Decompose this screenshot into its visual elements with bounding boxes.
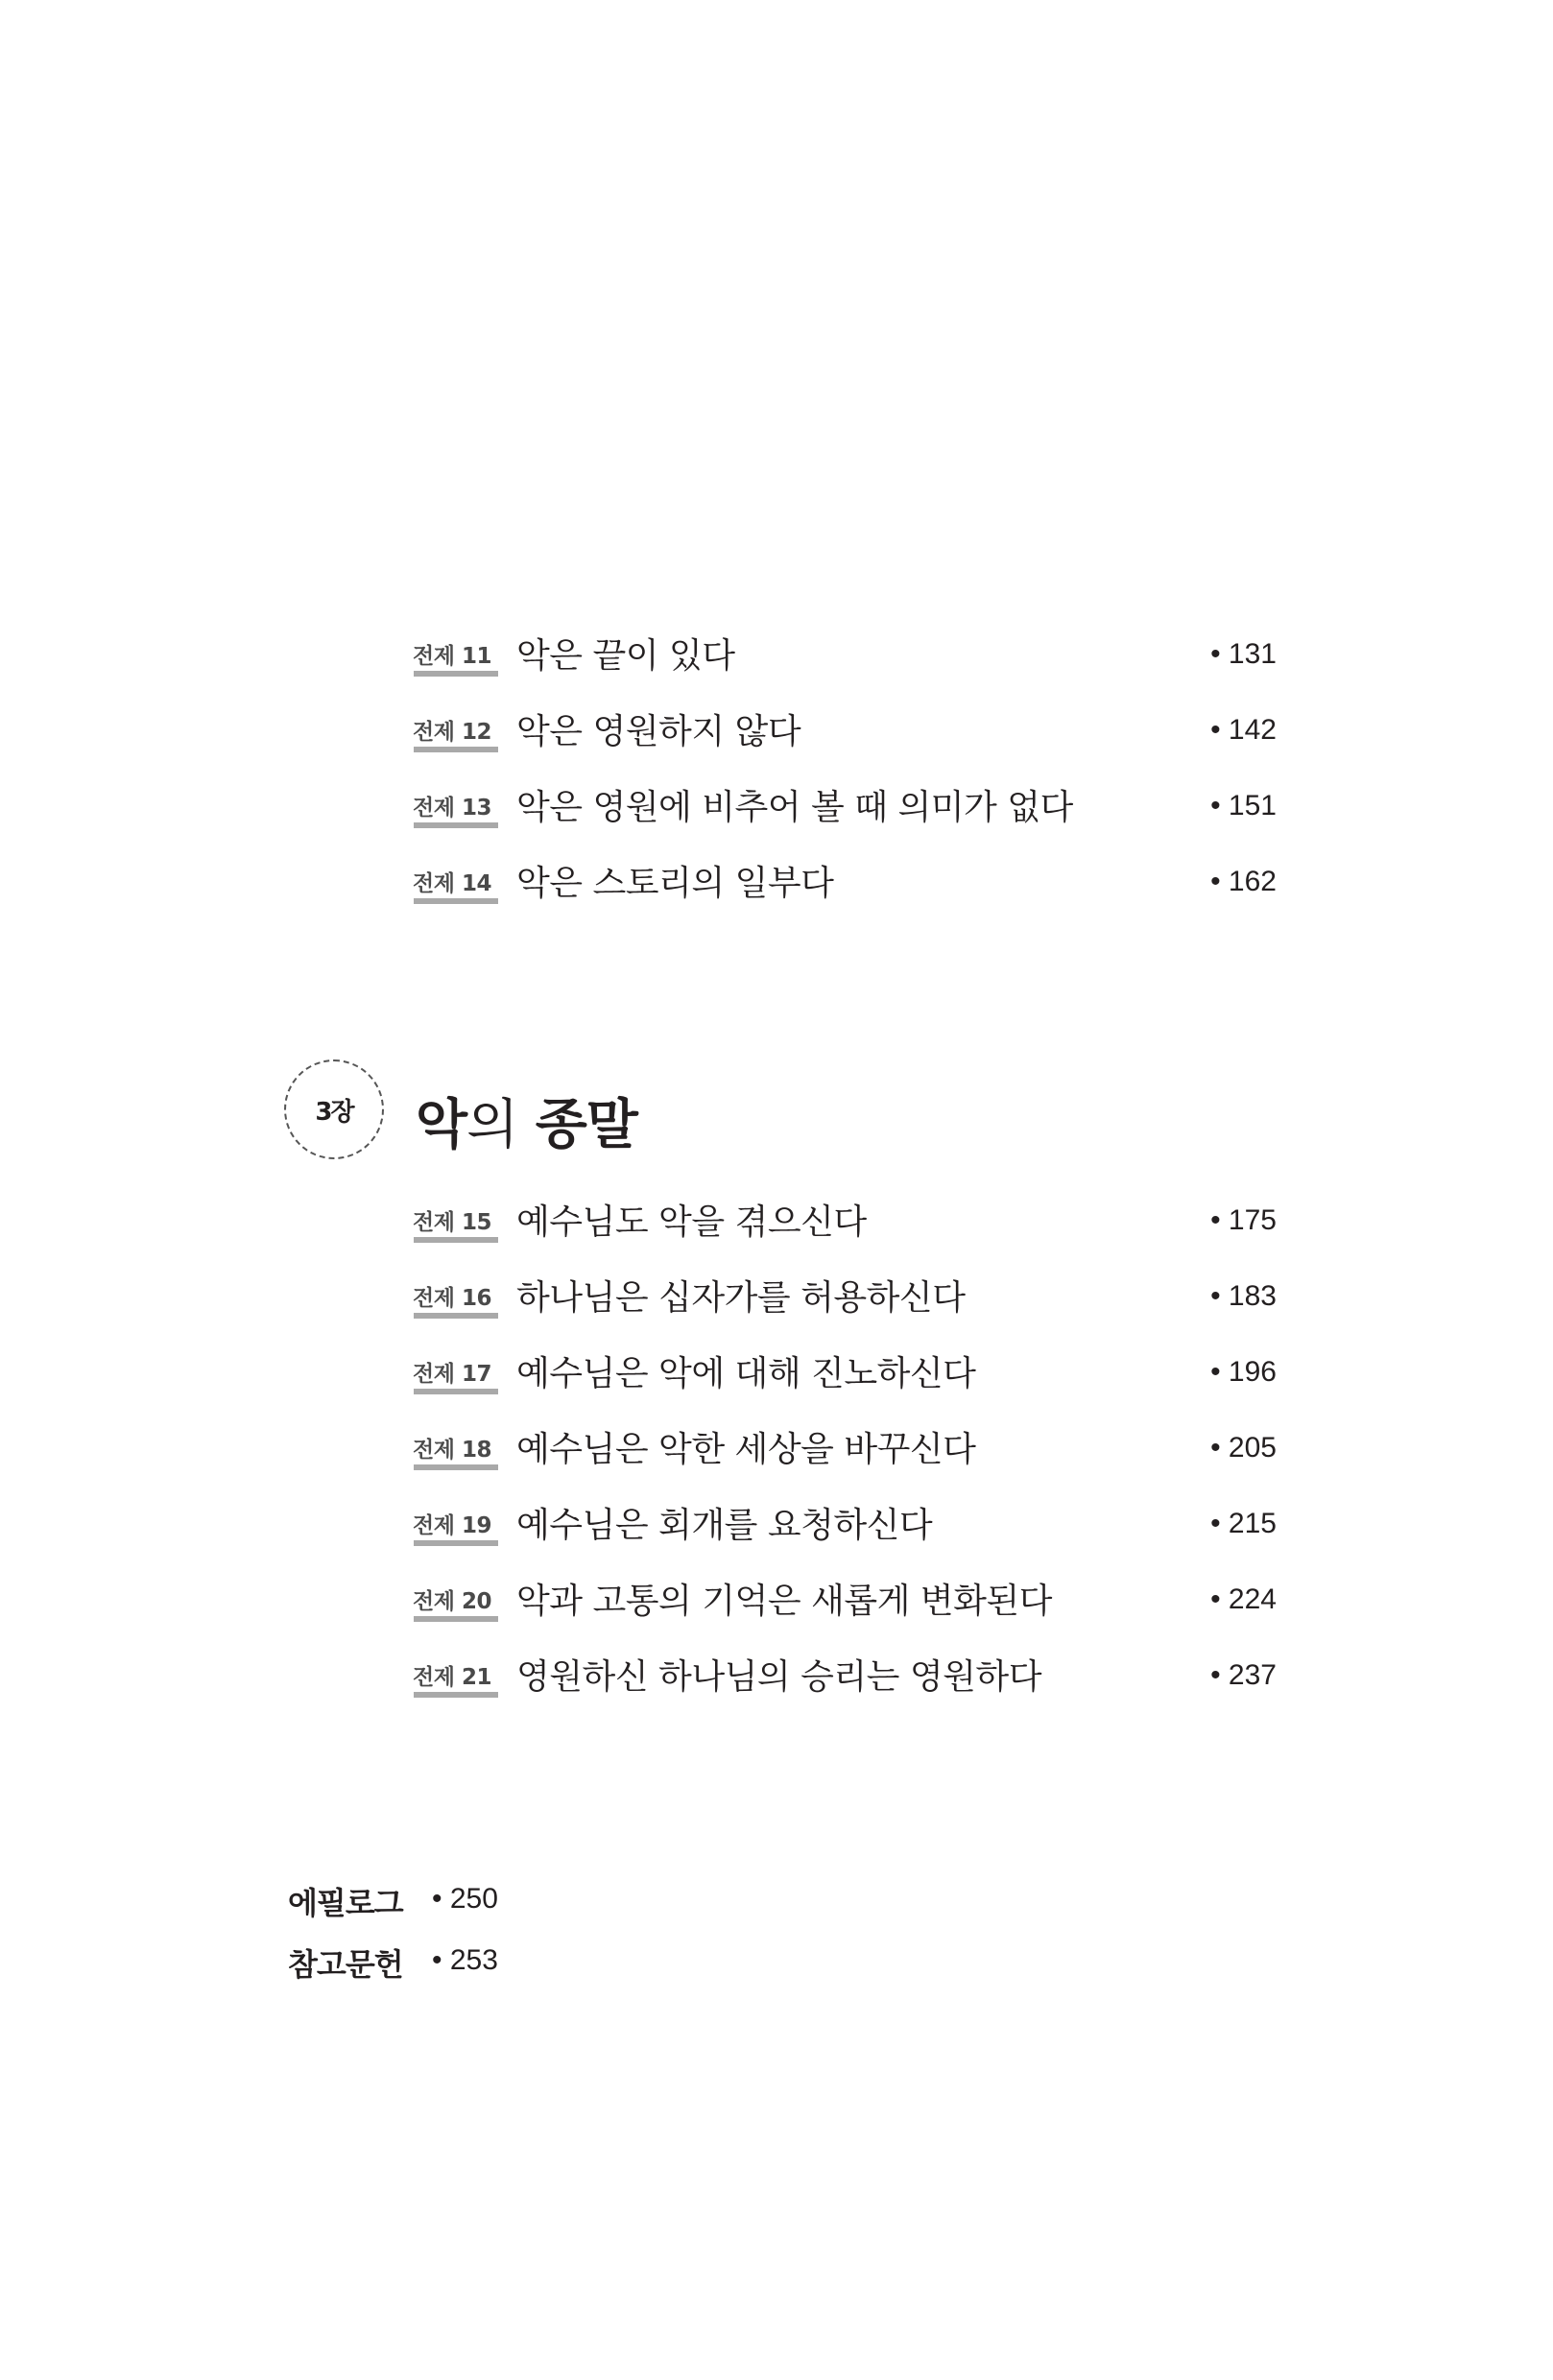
- premise-underline: [414, 1237, 498, 1243]
- entry-title: 영원하신 하나님의 승리는 영원하다: [516, 1657, 1041, 1697]
- premise-underline: [414, 671, 498, 677]
- entry-title: 예수님은 악한 세상을 바꾸신다: [516, 1430, 976, 1469]
- toc-entry-references[interactable]: [288, 1940, 576, 2002]
- premise-label: 전제 12: [413, 720, 491, 745]
- entry-title: 악은 스토리의 일부다: [516, 864, 834, 903]
- entry-title: 하나님은 십자가를 허용하신다: [516, 1278, 966, 1318]
- premise-label: 전제 14: [413, 871, 491, 896]
- premise-label: 전제 19: [413, 1513, 491, 1538]
- chapter-label: 3장: [315, 1097, 353, 1127]
- premise-label: 전제 17: [413, 1362, 491, 1387]
- entry-title: 예수님은 회개를 요청하신다: [516, 1506, 933, 1545]
- page-number: • 253: [432, 1944, 498, 1976]
- premise-label: 전제 21: [413, 1665, 491, 1690]
- toc-entry[interactable]: [413, 704, 1277, 780]
- page-number: • 196: [1210, 1356, 1277, 1388]
- toc-entry[interactable]: [413, 1346, 1277, 1422]
- toc-entry[interactable]: [413, 856, 1277, 932]
- toc-group-chapter-2: [413, 629, 1277, 932]
- premise-underline: [414, 1616, 498, 1622]
- chapter-title-part2: 의: [466, 1094, 518, 1156]
- premise-underline: [414, 747, 498, 752]
- page-number: • 224: [1210, 1583, 1277, 1615]
- premise-label: 전제 20: [413, 1589, 491, 1614]
- premise-underline: [414, 1464, 498, 1470]
- chapter-badge: [284, 1059, 384, 1159]
- back-title: 참고문헌: [288, 1946, 403, 1983]
- entry-title: 예수님도 악을 겪으신다: [516, 1202, 867, 1242]
- toc-entry[interactable]: [413, 629, 1277, 704]
- page-number: • 183: [1210, 1280, 1277, 1312]
- back-matter: [288, 1879, 576, 2002]
- toc-entry[interactable]: [413, 1271, 1277, 1346]
- page-number: • 237: [1210, 1659, 1277, 1691]
- toc-entry[interactable]: [413, 1498, 1277, 1574]
- chapter-title-part3: 종말: [517, 1094, 637, 1156]
- page-number: • 215: [1210, 1508, 1277, 1539]
- page-number: • 205: [1210, 1432, 1277, 1464]
- entry-title: 악과 고통의 기억은 새롭게 변화된다: [516, 1582, 1052, 1621]
- premise-underline: [414, 822, 498, 828]
- toc-entry[interactable]: [413, 1574, 1277, 1650]
- back-title: 에필로그: [288, 1885, 403, 1921]
- premise-underline: [414, 1389, 498, 1394]
- premise-underline: [414, 898, 498, 904]
- page-number: • 131: [1210, 638, 1277, 670]
- chapter-title-part1: 악: [416, 1094, 467, 1156]
- entry-title: 악은 영원에 비추어 볼 때 의미가 없다: [516, 788, 1073, 827]
- toc-entry[interactable]: [413, 1422, 1277, 1498]
- page-number: • 250: [432, 1883, 498, 1915]
- entry-title: 악은 끝이 있다: [516, 636, 735, 676]
- toc-group-chapter-3: [413, 1195, 1277, 1726]
- toc-entry[interactable]: [413, 1195, 1277, 1271]
- entry-title: 예수님은 악에 대해 진노하신다: [516, 1354, 976, 1393]
- premise-underline: [414, 1540, 498, 1546]
- premise-label: 전제 18: [413, 1438, 491, 1463]
- toc-entry[interactable]: [413, 1650, 1277, 1726]
- chapter-title[interactable]: [416, 1083, 637, 1159]
- premise-label: 전제 11: [413, 644, 491, 669]
- entry-title: 악은 영원하지 않다: [516, 712, 801, 751]
- premise-label: 전제 13: [413, 796, 491, 821]
- page-number: • 142: [1210, 714, 1277, 746]
- toc-entry-epilogue[interactable]: [288, 1879, 576, 1940]
- page-number: • 175: [1210, 1204, 1277, 1236]
- toc-entry[interactable]: [413, 780, 1277, 856]
- premise-underline: [414, 1692, 498, 1698]
- page-number: • 162: [1210, 866, 1277, 897]
- premise-label: 전제 15: [413, 1210, 491, 1235]
- page-number: • 151: [1210, 790, 1277, 821]
- premise-underline: [414, 1313, 498, 1319]
- premise-label: 전제 16: [413, 1286, 491, 1311]
